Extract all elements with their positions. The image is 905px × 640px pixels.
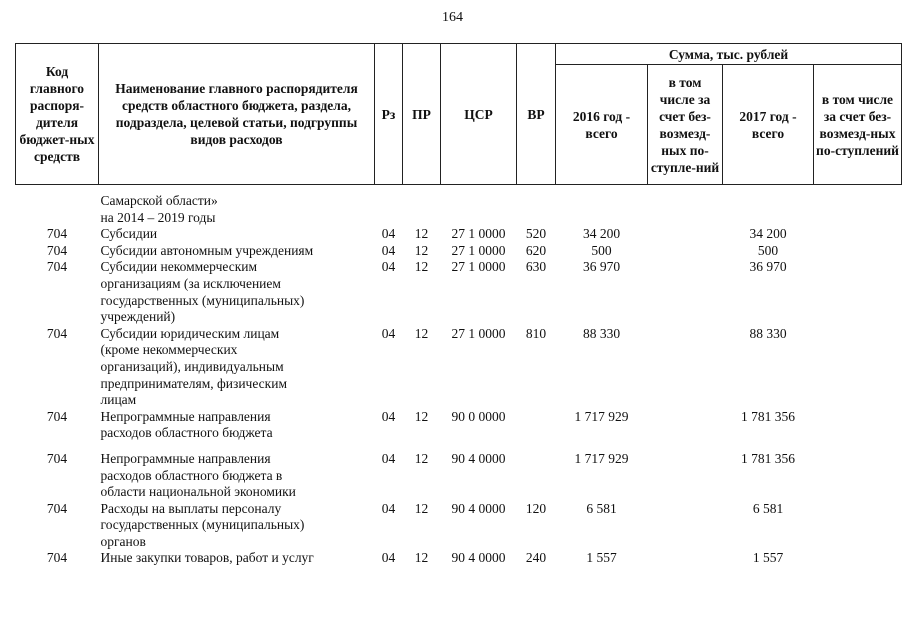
row-pr: 12 [414, 242, 429, 258]
row-2017-total: 1 557 [752, 550, 784, 566]
row-code: 704 [46, 259, 68, 275]
continuation-text: Самарской области» на 2014 – 2019 годы [100, 193, 218, 225]
row-2017-total: 500 [757, 242, 779, 258]
row-pr: 12 [414, 408, 429, 424]
row-2017-gratuitous [814, 409, 902, 442]
row-csr: 27 1 0000 [451, 242, 506, 258]
row-2016-gratuitous [648, 451, 723, 501]
row-rz: 04 [381, 325, 396, 341]
row-vr [517, 409, 556, 442]
header-name: Наименование главного распорядителя средств областного бюджета, раздела, подраздела, целевой статьи, подгруппы видов расходов [99, 44, 375, 185]
row-name: Субсидии юридическим лицам (кроме некоммерческих организаций), индивидуальным предпринимателям, физическим лицам [100, 325, 287, 408]
row-2016-gratuitous [648, 243, 723, 260]
row-csr: 90 4 0000 [451, 450, 506, 466]
row-pr: 12 [414, 259, 429, 275]
row-pr: 12 [414, 226, 429, 242]
row-name: Непрограммные направления расходов областного бюджета в области национальной экономики [100, 450, 296, 500]
row-2016-total: 1 557 [586, 550, 617, 566]
row-2017-gratuitous [814, 243, 902, 260]
header-csr: ЦСР [441, 44, 517, 185]
row-csr: 27 1 0000 [451, 259, 506, 275]
row-2016-total: 1 717 929 [574, 450, 629, 466]
row-rz: 04 [381, 408, 396, 424]
page-number: 164 [442, 10, 463, 25]
row-2017-gratuitous [814, 451, 902, 501]
row-2017-total: 36 970 [749, 259, 787, 275]
header-2016-total: 2016 год - всего [556, 65, 648, 185]
table-row [16, 226, 902, 243]
budget-table [15, 43, 902, 567]
row-2016-total: 500 [591, 242, 612, 258]
row-code: 704 [46, 242, 68, 258]
row-2016-total: 1 717 929 [574, 408, 629, 424]
row-rz: 04 [381, 259, 396, 275]
row-2017-gratuitous [814, 326, 902, 409]
row-csr: 90 4 0000 [451, 550, 506, 566]
header-pr: ПР [403, 44, 441, 185]
row-2017-gratuitous [814, 550, 902, 567]
row-rz: 04 [381, 242, 396, 258]
row-csr: 90 4 0000 [451, 500, 506, 516]
header-rz: Рз [375, 44, 403, 185]
row-2016-gratuitous [648, 409, 723, 442]
row-code: 704 [46, 226, 68, 242]
row-2017-gratuitous [814, 501, 902, 551]
row-code: 704 [46, 550, 68, 566]
row-2016-gratuitous [648, 259, 723, 325]
table-row [16, 259, 902, 325]
table-row [16, 550, 902, 567]
row-name: Субсидии некоммерческим организациям (за исключением государственных (муниципальных) учреждений) [100, 259, 305, 325]
row-rz: 04 [381, 550, 396, 566]
row-code: 704 [46, 450, 68, 466]
continuation-row [16, 193, 902, 226]
header-2016-gratuitous: в том числе за счет без-возмезд-ных по-ступле-ний [648, 65, 723, 185]
header-2017-total: 2017 год - всего [723, 65, 814, 185]
row-code: 704 [46, 325, 68, 341]
row-2016-gratuitous [648, 226, 723, 243]
row-2017-total: 1 781 356 [741, 408, 795, 424]
row-2016-total: 34 200 [582, 226, 621, 242]
row-code: 704 [46, 500, 68, 516]
row-2016-total: 88 330 [582, 325, 621, 341]
header-2017-gratuitous: в том числе за счет без-возмезд-ных по-ступлений [814, 65, 902, 185]
row-vr [517, 451, 556, 501]
row-vr: 630 [525, 259, 547, 275]
table-body [16, 185, 902, 568]
row-2017-total: 1 781 356 [741, 450, 795, 466]
row-2016-total: 36 970 [582, 259, 621, 275]
row-name: Расходы на выплаты персоналу государственных (муниципальных) органов [100, 500, 305, 549]
table-header [16, 44, 902, 185]
row-2016-gratuitous [648, 326, 723, 409]
row-vr: 520 [525, 226, 547, 242]
row-2017-total: 88 330 [749, 325, 787, 341]
row-csr: 90 0 0000 [451, 408, 506, 424]
table-row [16, 243, 902, 260]
row-rz: 04 [381, 500, 396, 516]
row-code: 704 [46, 408, 68, 424]
row-pr: 12 [414, 500, 429, 516]
row-2017-total: 34 200 [749, 226, 787, 242]
table-row [16, 501, 902, 551]
table-row [16, 409, 902, 442]
header-vr: ВР [517, 44, 556, 185]
row-pr: 12 [414, 325, 429, 341]
row-vr: 120 [525, 500, 547, 516]
row-2016-gratuitous [648, 550, 723, 567]
header-code: Код главного распоря-дителя бюджет-ных средств [16, 44, 99, 185]
row-vr: 240 [525, 550, 547, 566]
row-2017-gratuitous [814, 226, 902, 243]
row-csr: 27 1 0000 [451, 325, 506, 341]
table-row [16, 326, 902, 409]
table-row [16, 451, 902, 501]
row-2017-gratuitous [814, 259, 902, 325]
row-2016-gratuitous [648, 501, 723, 551]
row-rz: 04 [381, 450, 396, 466]
row-rz: 04 [381, 226, 396, 242]
row-pr: 12 [414, 550, 429, 566]
row-2017-total: 6 581 [752, 500, 784, 516]
row-name: Субсидии [100, 226, 158, 242]
row-name: Субсидии автономным учреждениям [100, 242, 314, 258]
row-vr: 620 [525, 242, 547, 258]
row-2016-total: 6 581 [586, 500, 617, 516]
row-name: Иные закупки товаров, работ и услуг [100, 550, 314, 566]
header-sum: Сумма, тыс. рублей [556, 44, 902, 65]
row-vr: 810 [525, 325, 547, 341]
row-pr: 12 [414, 450, 429, 466]
row-csr: 27 1 0000 [451, 226, 506, 242]
row-name: Непрограммные направления расходов областного бюджета [100, 408, 273, 441]
